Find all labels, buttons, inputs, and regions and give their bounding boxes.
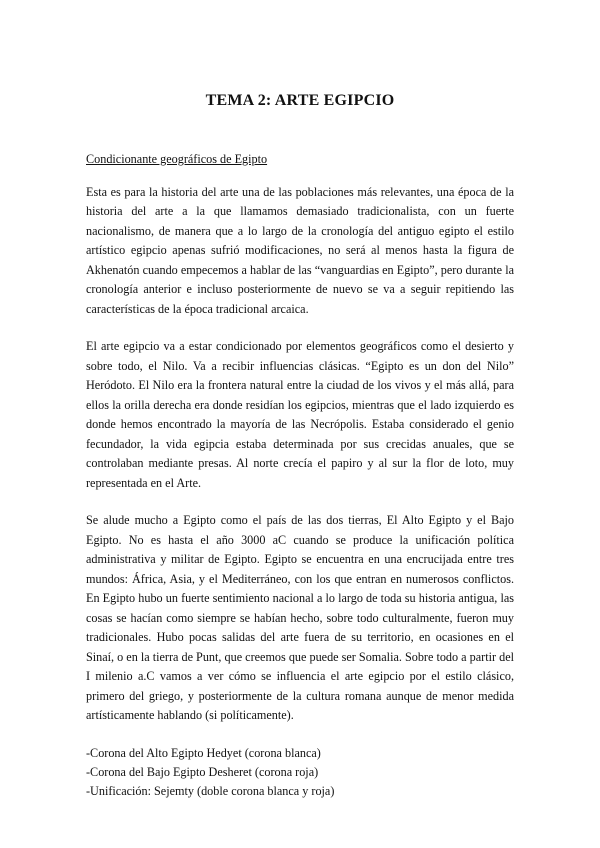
paragraph-2: El arte egipcio va a estar condicionado por elementos geográficos como el desierto y sobre todo, el Nilo. Va a recibir influencias clásicas. “Egipto es un don del Nilo” Heródoto. El Nilo era la frontera natural entre la ciudad de los vivos y el más allá, para ellos la orilla derecha era donde residían los egipcios, mientras que el lado izquierdo es donde hemos encontrado la mayoría de las Necrópolis. Estaba considerado el genio fecundador, la vida egipcia estaba determinada por sus crecidas anuales, que se controlaban mediante presas. Al norte crecía el papiro y al sur la flor de loto, muy representada en el Arte. (86, 339, 514, 490)
list-item: -Corona del Bajo Egipto Desheret (corona roja) (86, 764, 319, 779)
crown-list (86, 744, 514, 801)
section-heading: Condicionante geográficos de Egipto (86, 152, 268, 166)
list-item: -Corona del Alto Egipto Hedyet (corona blanca) (86, 745, 321, 760)
paragraph-3: Se alude mucho a Egipto como el país de las dos tierras, El Alto Egipto y el Bajo Egipto. No es hasta el año 3000 aC cuando se produce la unificación política administrativa y militar de Egipto. Egipto se encuentra en una encrucijada entre tres mundos: África, Asia, y el Mediterráneo, con los que entran en numerosos conflictos. En Egipto hubo un fuerte sentimiento nacional a lo largo de toda su historia antigua, las cosas se hacían como siempre se habían hecho, sobre todo culturalmente, fueron muy tradicionales. Hubo pocas salidas del arte fuera de su territorio, en ocasiones en el Sinaí, o en la tierra de Punt, que creemos que puede ser Somalia. Sobre todo a partir del I milenio a.C vamos a ver cómo se influencia el arte egipcio por el estilo clásico, primero del griego, y posteriormente de la cultura romana aunque de menor medida artísticamente hablando (si políticamente). (86, 513, 514, 722)
document-body (86, 150, 514, 801)
paragraph-1: Esta es para la historia del arte una de las poblaciones más relevantes, una época de la historia del arte a la que llamamos demasiado tradicionalista, con un fuerte nacionalismo, de manera que a lo largo de la cronología del antiguo egipto el estilo artístico egipcio apenas sufrió modificaciones, no será al menos hasta la figura de Akhenatón cuando empecemos a hablar de las “vanguardias en Egipto”, pero durante la cronología anterior e incluso posteriormente de nuevo se va a seguir repitiendo las características de la época tradicional arcaica. (86, 184, 514, 316)
page-title: TEMA 2: ARTE EGIPCIO (205, 92, 395, 109)
list-item: -Unificación: Sejemty (doble corona blanca y roja) (86, 783, 335, 798)
